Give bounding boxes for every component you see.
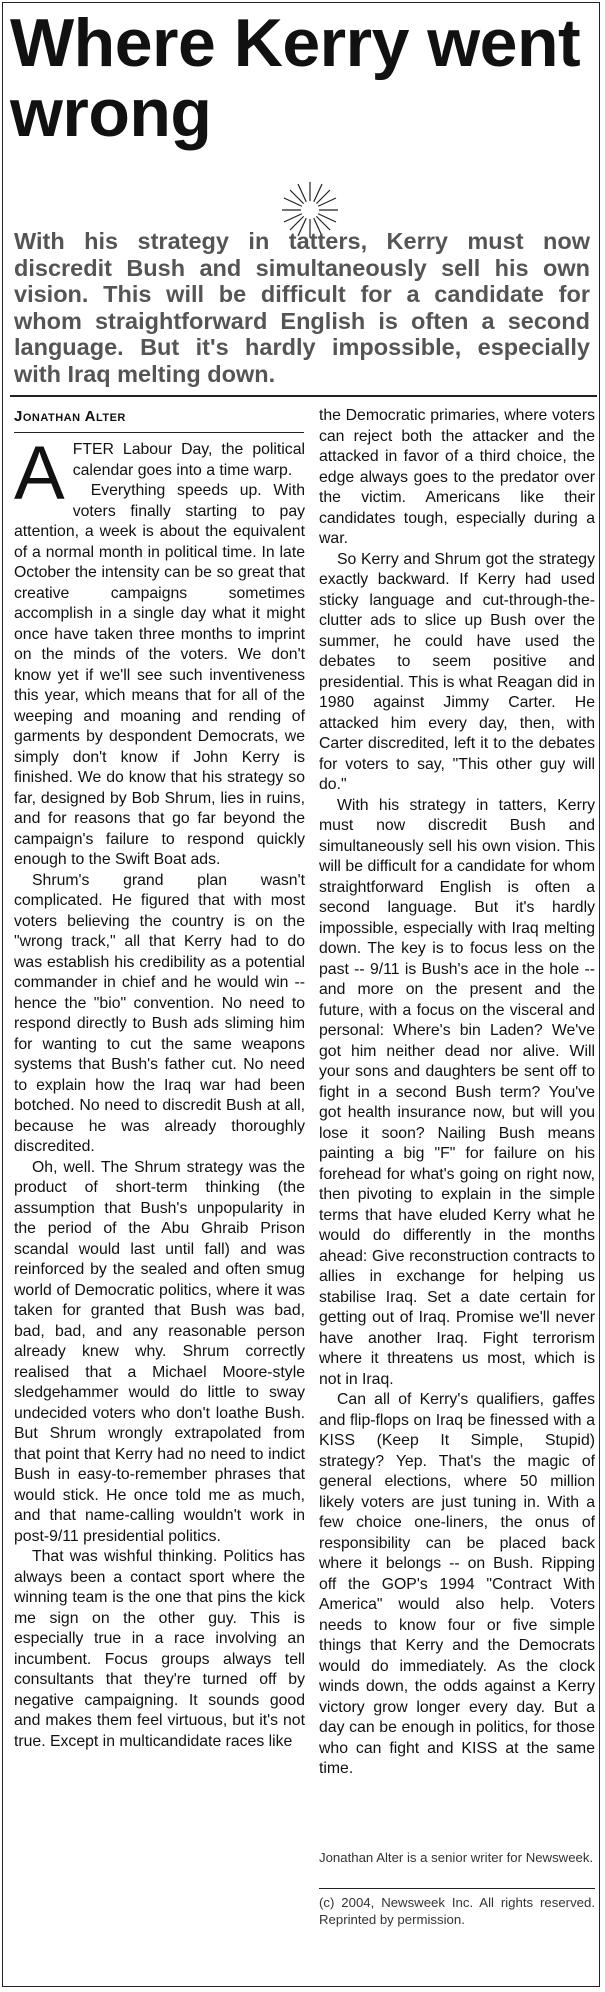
copyright-notice: (c) 2004, Newsweek Inc. All rights reserved. Reprinted by permission. (319, 1895, 595, 1927)
section-divider (10, 395, 597, 397)
byline: Jonathan Alter (14, 408, 126, 425)
paragraph: Shrum's grand plan wasn't complicated. He figured that with most voters believing the country is on the "wrong track," all that Kerry had to do was establish his credibility as a potential commander in chief and he would win -- hence the "bio" convention. No need to respond directly to Bush ads sliming him for wanting to cut the same weapons systems that Bush's father cut. No need to explain how the Iraq war had been botched. No need to discredit Bush at all, because he was already thoroughly discredited. (14, 871, 305, 1155)
author-bio: Jonathan Alter is a senior writer for Newsweek. (319, 1850, 594, 1865)
bio-divider (319, 1888, 595, 1889)
paragraph: Oh, well. The Shrum strategy was the product of short-term thinking (the assumption that Bush's unpopularity in the period of the Abu Ghraib Prison scandal would last until fall) and was reinforced by the sealed and often smug world of Democratic politics, where it was taken for granted that Bush was bad, bad, bad, and any reasonable person already knew why. Shrum correctly realised that a Michael Moore-style sledgehammer would do little to sway undecided voters who don't loathe Bush. But Shrum wrongly extrapolated from that point that Kerry had no need to indict Bush in easy-to-remember phrases that would stick. He once told me as much, and that name-calling wouldn't work in post-9/11 presidential politics. (14, 1158, 305, 1545)
dropcap: A (14, 431, 65, 516)
paragraph: Can all of Kerry's qualifiers, gaffes and flip-flops on Iraq be finessed with a KISS (Keep It Simple, Stupid) strategy? Yep. That's the magic of general elections, where 50 million likely voters are just tuning in. With a few choice one-liners, the onus of responsibility can be placed back where it belongs -- on Bush. Ripping off the GOP's 1994 "Contract With America" would also help. Voters needs to know four or five simple things that Kerry and the Democrats would do immediately. As the clock winds down, the odds against a Kerry victory grow longer every day. But a day can be enough in politics, for those who can fight and KISS at the same time. (319, 1391, 595, 1777)
paragraph: So Kerry and Shrum got the strategy exactly backward. If Kerry had used sticky language and cut-through-the-clutter ads to slice up Bush over the summer, he could have used the debates to seem positive and presidential. This is what Reagan did in 1980 against Jimmy Carter. He attacked him every day, then, with Carter discredited, left it to the debates for voters to say, "This other guy will do." (319, 550, 595, 793)
paragraph: With his strategy in tatters, Kerry must now discredit Bush and simultaneously sell his own vision. This will be difficult for a candidate for whom straightforward English is often a second language. But it's hardly impossible, especially with Iraq melting down. The key is to focus less on the past -- 9/11 is Bush's ace in the hole -- and more on the present and the future, with a focus on the visceral and personal: Where's bin Laden? We've got him neither dead nor alive. Will your sons and daughters be sent off to fight in a second Bush term? You've got health insurance now, but will you lose it soon? Nailing Bush means painting a big "F" for failure on his forehead for what's going on right now, then pivoting to explain in the simple terms that have eluded Kerry what he would do differently in the months ahead: Give reconstruction contracts to allies in exchange for helping us stabilise Iraq. Set a date certain for getting out of Iraq. Promise we'll never have another Iraq. Fight terrorism where it threatens us most, which is not in Iraq. (319, 796, 595, 1388)
body-column-left (14, 431, 305, 1752)
deck-summary: With his strategy in tatters, Kerry must now discredit Bush and simultaneously sell his own vision. This will be difficult for a candidate for whom straightforward English is often a second language. But it's hardly impossible, especially with Iraq melting down. (14, 228, 590, 387)
headline: Where Kerry went wrong (10, 5, 581, 151)
paragraph: Everything speeds up. With voters finally starting to pay attention, a week is about the equivalent of a normal month in political time. In late October the intensity can be so great that creative campaigns sometimes accomplish in a single day what it might once have taken three months to imprint on the minds of the voters. We don't know yet if we'll see such inventiveness this year, which means that for all of the weeping and moaning and rending of garments by despondent Democrats, we simply don't know if John Kerry is finished. We do know that his strategy so far, designed by Bob Shrum, lies in ruins, and for reasons that go far beyond the campaign's failure to respond quickly enough to the Swift Boat ads. (14, 482, 305, 868)
paragraph: the Democratic primaries, where voters can reject both the attacker and the attacked in favor of a third choice, the edge always goes to the predator over the victim. Americans like their candidates tough, especially during a war. (319, 407, 595, 547)
body-column-right (319, 406, 595, 1780)
paragraph: AFTER Labour Day, the political calendar goes into a time warp. (14, 431, 305, 516)
paragraph: That was wishful thinking. Politics has always been a contact sport where the winning team is the one that pins the kick me sign on the other guy. This is especially true in a race involving an incumbent. Focus groups always tell consultants that they're turned off by negative campaigning. It sounds good and makes them feel virtuous, but it's not true. Except in multicandidate races like (14, 1548, 305, 1750)
